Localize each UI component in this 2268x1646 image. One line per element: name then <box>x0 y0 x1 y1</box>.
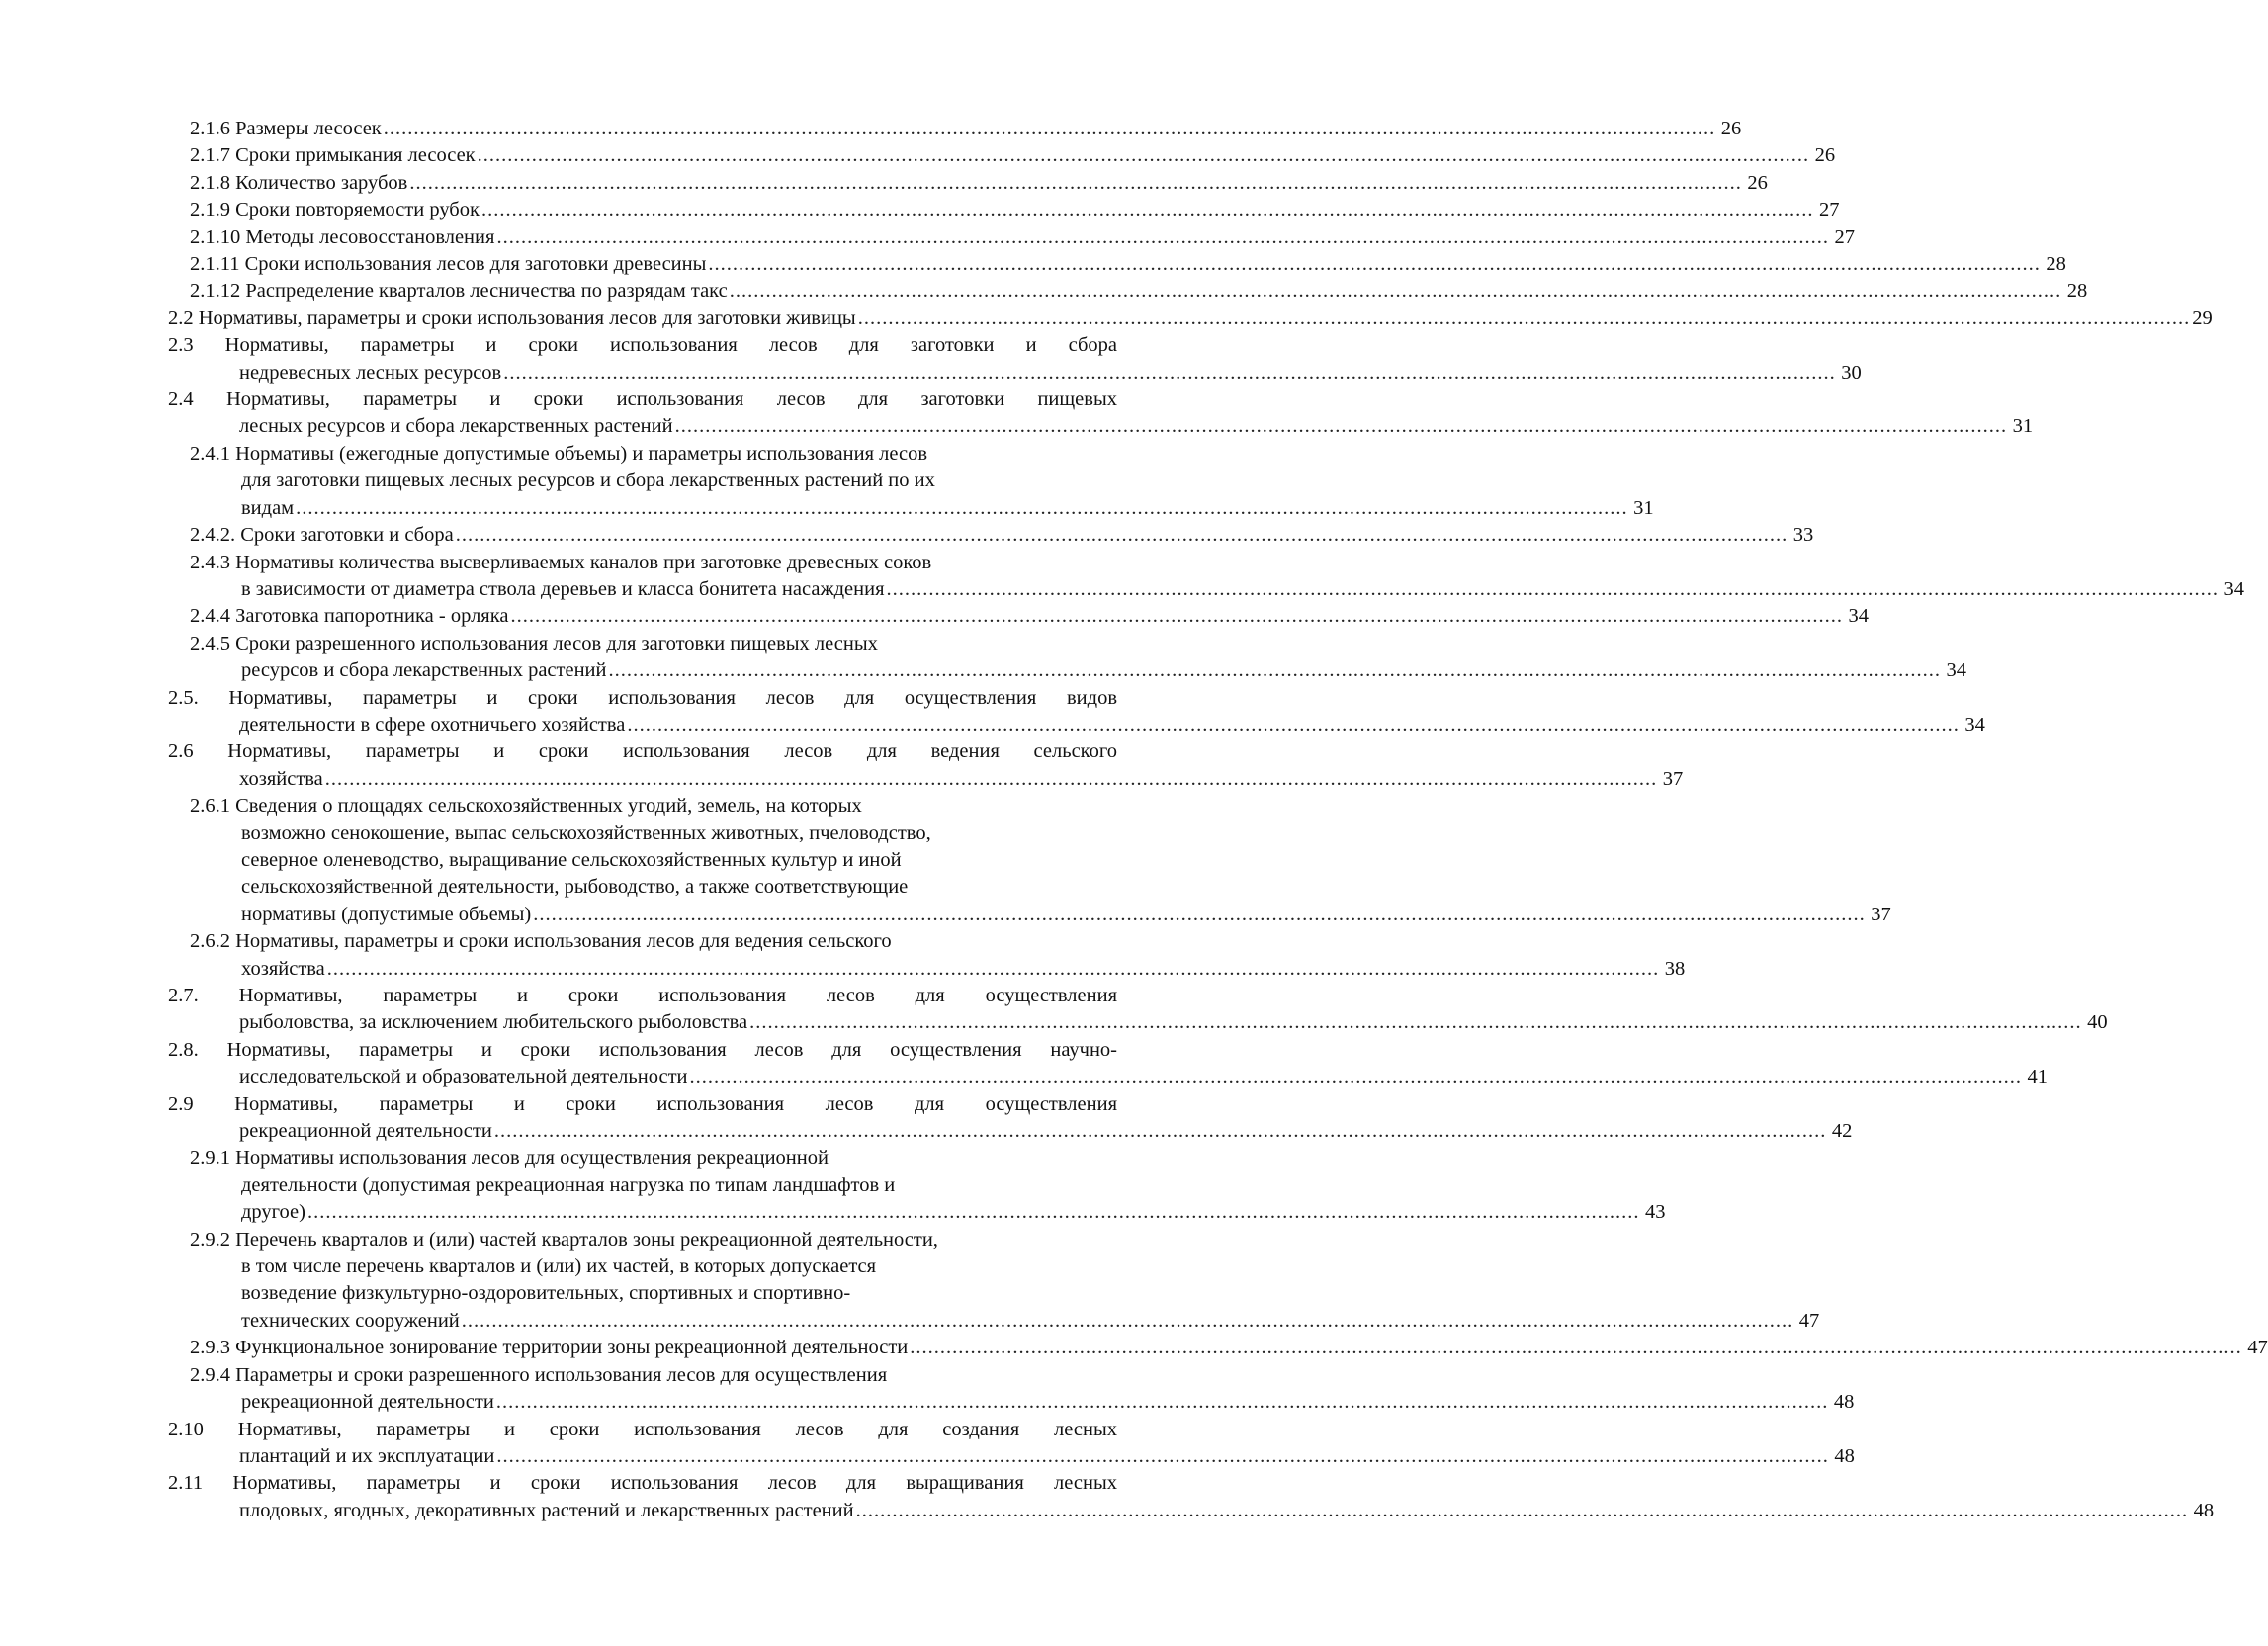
toc-entry-line: 2.7. Нормативы, параметры и сроки использования лесов для осуществления <box>168 985 1117 1006</box>
toc-page-number: 47 <box>2247 1337 2268 1359</box>
toc-entry-line: 2.9.2 Перечень кварталов и (или) частей кварталов зоны рекреационной деятельности, <box>190 1228 938 1251</box>
dot-leader: ............................................................................................................................................................................................................................ <box>627 713 1960 736</box>
toc-entry-line: плодовых, ягодных, декоративных растений и лекарственных растений <box>239 1499 854 1521</box>
toc-entry[interactable] <box>168 1145 1666 1226</box>
dot-leader: ............................................................................................................................................................................................................................ <box>708 253 2041 276</box>
toc-page-number: 27 <box>1834 225 1855 248</box>
toc-entry-line: 2.6 Нормативы, параметры и сроки использования лесов для ведения сельского <box>168 740 1117 763</box>
toc-entry[interactable] <box>168 522 1814 549</box>
toc-page-number: 42 <box>1831 1120 1853 1143</box>
toc-page-number: 30 <box>1841 361 1862 384</box>
toc-entry[interactable] <box>168 631 1966 685</box>
toc-entry-line: 2.4.4 Заготовка папоротника - орляка <box>190 605 509 628</box>
toc-entry-line: нормативы (допустимые объемы) <box>241 903 532 925</box>
toc-entry-leader-row <box>168 305 2213 332</box>
toc-entry-line: 2.4.5 Сроки разрешенного использования лесов для заготовки пищевых лесных <box>190 632 878 654</box>
toc-entry[interactable] <box>168 550 2245 604</box>
toc-page-number: 48 <box>1834 1444 1855 1467</box>
toc-entry[interactable] <box>168 1470 2215 1524</box>
toc-entry-leader-row <box>190 603 1869 630</box>
toc-entry[interactable] <box>168 738 1684 793</box>
toc-page-number: 29 <box>2192 306 2213 329</box>
toc-page-number: 47 <box>1798 1309 1820 1332</box>
toc-page-number: 34 <box>1946 659 1966 682</box>
toc-entry-line: возведение физкультурно-оздоровительных, спортивных и спортивно- <box>241 1282 851 1305</box>
dot-leader: ............................................................................................................................................................................................................................ <box>296 496 1628 519</box>
toc-entry-line: 2.11 Нормативы, параметры и сроки использования лесов для выращивания лесных <box>168 1472 1117 1495</box>
toc-entry-leader-row <box>168 1118 1853 1145</box>
toc-entry-leader-row <box>168 766 1684 793</box>
toc-entry[interactable] <box>168 332 1862 387</box>
toc-entry-line: 2.9.3 Функциональное зонирование территории зоны рекреационной деятельности <box>190 1337 909 1359</box>
toc-entry-leader-row <box>190 902 1891 928</box>
dot-leader: ............................................................................................................................................................................................................................ <box>674 415 2008 438</box>
dot-leader: ............................................................................................................................................................................................................................ <box>729 280 2062 303</box>
dot-leader: ............................................................................................................................................................................................................................ <box>409 171 1742 194</box>
toc-entry-leader-row <box>190 278 2088 304</box>
toc-page-number: 26 <box>1747 171 1768 194</box>
toc-entry[interactable] <box>168 224 1855 251</box>
toc-page-number: 38 <box>1664 957 1686 980</box>
toc-entry-line: ресурсов и сбора лекарственных растений <box>241 659 607 682</box>
toc-entry-line: для заготовки пищевых лесных ресурсов и сбора лекарственных растений по их <box>241 470 935 492</box>
dot-leader: ............................................................................................................................................................................................................................ <box>324 767 1658 790</box>
dot-leader: ............................................................................................................................................................................................................................ <box>496 225 1829 248</box>
toc-entry-line: хозяйства <box>241 957 325 980</box>
dot-leader: ............................................................................................................................................................................................................................ <box>455 524 1788 547</box>
toc-entry-line: северное оленеводство, выращивание сельскохозяйственных культур и иной <box>241 848 902 871</box>
toc-page-number: 28 <box>2066 280 2088 303</box>
toc-entry-leader-row <box>190 170 1768 197</box>
toc-entry[interactable] <box>168 1417 1855 1471</box>
toc-entry-leader-row <box>190 1335 2268 1361</box>
toc-entry[interactable] <box>168 251 2066 278</box>
toc-entry-line: 2.5. Нормативы, параметры и сроки использования лесов для осуществления видов <box>168 686 1117 709</box>
toc-entry-line: рекреационной деятельности <box>239 1120 492 1143</box>
toc-entry[interactable] <box>168 116 1742 142</box>
toc-entry[interactable] <box>168 1335 2268 1361</box>
toc-entry-line: 2.1.8 Количество зарубов <box>190 171 408 194</box>
toc-entry-line: хозяйства <box>239 767 323 790</box>
toc-entry-line: сельскохозяйственной деятельности, рыбоводство, а также соответствующие <box>241 876 909 899</box>
toc-entry-leader-row <box>168 1009 2108 1036</box>
toc-page-number: 34 <box>2224 577 2245 600</box>
toc-page-number: 31 <box>1633 496 1654 519</box>
toc-entry-line: 2.10 Нормативы, параметры и сроки использования лесов для создания лесных <box>168 1418 1117 1440</box>
toc-entry-leader-row <box>190 956 1686 983</box>
toc-entry-line: 2.6.1 Сведения о площадях сельскохозяйственных угодий, земель, на которых <box>190 795 862 818</box>
toc-entry[interactable] <box>168 685 1985 739</box>
toc-entry-leader-row <box>190 495 1654 522</box>
toc-entry-line: другое) <box>241 1201 305 1224</box>
toc-entry-leader-row <box>168 1498 2215 1524</box>
toc-entry-line: 2.4.2. Сроки заготовки и сбора <box>190 524 454 547</box>
toc-entry[interactable] <box>168 278 2088 304</box>
toc-entry-line: 2.4.3 Нормативы количества высверливаемых каналов при заготовке древесных соков <box>190 551 932 573</box>
toc-entry-line: 2.2 Нормативы, параметры и сроки использования лесов для заготовки живицы <box>168 306 856 329</box>
toc-entry-leader-row <box>190 142 1836 169</box>
toc-entry[interactable] <box>168 170 1768 197</box>
dot-leader: ............................................................................................................................................................................................................................ <box>910 1337 2242 1359</box>
toc-entry-line: исследовательской и образовательной деятельности <box>239 1066 688 1088</box>
toc-page-number: 37 <box>1662 767 1684 790</box>
toc-entry-line: технических сооружений <box>241 1309 460 1332</box>
toc-entry[interactable] <box>168 928 1686 983</box>
dot-leader: ............................................................................................................................................................................................................................ <box>608 659 1941 682</box>
toc-entry-line: 2.1.9 Сроки повторяемости рубок <box>190 199 480 221</box>
toc-entry-line: 2.9.4 Параметры и сроки разрешенного использования лесов для осуществления <box>190 1363 888 1386</box>
dot-leader: ............................................................................................................................................................................................................................ <box>495 1391 1829 1414</box>
toc-entry-line: 2.6.2 Нормативы, параметры и сроки использования лесов для ведения сельского <box>190 930 892 953</box>
toc-entry-line: 2.1.12 Распределение кварталов лесничества по разрядам такс <box>190 280 728 303</box>
toc-entry-leader-row <box>190 224 1855 251</box>
toc-entry[interactable] <box>168 603 1869 630</box>
toc-page-number: 33 <box>1792 524 1814 547</box>
toc-entry[interactable] <box>168 1037 2049 1091</box>
toc-page-number: 26 <box>1814 144 1836 167</box>
toc-entry-line: видам <box>241 496 295 519</box>
toc-page-number: 40 <box>2087 1011 2108 1034</box>
toc-entry-leader-row <box>190 197 1840 223</box>
toc-entry[interactable] <box>168 197 1840 223</box>
toc-entry-line: 2.1.7 Сроки примыкания лесосек <box>190 144 476 167</box>
dot-leader: ............................................................................................................................................................................................................................ <box>326 957 1660 980</box>
dot-leader: ............................................................................................................................................................................................................................ <box>480 199 1814 221</box>
toc-entry-leader-row <box>190 1199 1666 1226</box>
toc-page-number: 27 <box>1818 199 1840 221</box>
toc-entry-leader-row <box>190 1389 1855 1416</box>
toc-entry[interactable] <box>168 793 1891 928</box>
toc-entry-line: 2.1.6 Размеры лесосек <box>190 118 382 139</box>
toc-entry-leader-row <box>190 116 1742 142</box>
dot-leader: ............................................................................................................................................................................................................................ <box>857 306 2191 329</box>
toc-entry-leader-row <box>190 522 1814 549</box>
toc-entry-leader-row <box>168 1064 2049 1090</box>
dot-leader: ............................................................................................................................................................................................................................ <box>689 1066 2023 1088</box>
toc-entry-line: лесных ресурсов и сбора лекарственных растений <box>239 415 673 438</box>
toc-entry-line: плантаций и их эксплуатации <box>239 1444 495 1467</box>
toc-entry-line: 2.9 Нормативы, параметры и сроки использования лесов для осуществления <box>168 1092 1117 1115</box>
toc-entry-leader-row <box>168 360 1862 387</box>
dot-leader: ............................................................................................................................................................................................................................ <box>477 144 1810 167</box>
toc-entry-line: деятельности в сфере охотничьего хозяйства <box>239 713 626 736</box>
dot-leader: ............................................................................................................................................................................................................................ <box>503 361 1836 384</box>
dot-leader: ............................................................................................................................................................................................................................ <box>533 903 1866 925</box>
toc-entry-leader-row <box>190 1308 1820 1335</box>
toc-page-number: 41 <box>2027 1066 2049 1088</box>
toc-entry-leader-row <box>190 251 2066 278</box>
dot-leader: ............................................................................................................................................................................................................................ <box>493 1120 1827 1143</box>
toc-entry-leader-row <box>190 657 1966 684</box>
toc-page-number: 26 <box>1720 118 1742 139</box>
toc-page-number: 34 <box>1964 713 1985 736</box>
toc-entry-line: 2.1.10 Методы лесовосстановления <box>190 225 495 248</box>
toc-entry-line: деятельности (допустимая рекреационная нагрузка по типам ландшафтов и <box>241 1173 896 1196</box>
toc-entry-line: возможно сенокошение, выпас сельскохозяйственных животных, пчеловодство, <box>241 822 931 844</box>
table-of-contents <box>168 116 2268 1524</box>
toc-entry-line: 2.9.1 Нормативы использования лесов для осуществления рекреационной <box>190 1147 829 1170</box>
toc-entry[interactable] <box>168 305 2213 332</box>
toc-page-number: 28 <box>2046 253 2066 276</box>
toc-entry[interactable] <box>168 1227 1820 1336</box>
toc-entry-line: рыболовства, за исключением любительского рыболовства <box>239 1011 748 1034</box>
dot-leader: ............................................................................................................................................................................................................................ <box>383 118 1716 139</box>
toc-page-number: 48 <box>1833 1391 1855 1414</box>
dot-leader: ............................................................................................................................................................................................................................ <box>749 1011 2082 1034</box>
toc-entry-line: в том числе перечень кварталов и (или) их частей, в которых допускается <box>241 1256 877 1278</box>
toc-entry-line: 2.1.11 Сроки использования лесов для заготовки древесины <box>190 253 707 276</box>
toc-entry[interactable] <box>168 1362 1855 1417</box>
toc-entry-leader-row <box>168 1443 1855 1470</box>
toc-page-number: 48 <box>2193 1499 2215 1521</box>
toc-entry[interactable] <box>168 142 1836 169</box>
toc-entry-line: 2.4 Нормативы, параметры и сроки использования лесов для заготовки пищевых <box>168 389 1117 411</box>
dot-leader: ............................................................................................................................................................................................................................ <box>855 1499 2189 1521</box>
toc-entry-leader-row <box>168 712 1985 738</box>
dot-leader: ............................................................................................................................................................................................................................ <box>306 1201 1640 1224</box>
toc-page-number: 43 <box>1644 1201 1666 1224</box>
dot-leader: ............................................................................................................................................................................................................................ <box>886 577 2220 600</box>
toc-page-number: 37 <box>1871 903 1891 925</box>
toc-entry[interactable] <box>168 387 2034 441</box>
toc-entry-line: рекреационной деятельности <box>241 1391 494 1414</box>
toc-entry[interactable] <box>168 983 2108 1037</box>
toc-entry-line: в зависимости от диаметра ствола деревьев и класса бонитета насаждения <box>241 577 885 600</box>
toc-entry-line: 2.8. Нормативы, параметры и сроки использования лесов для осуществления научно- <box>168 1038 1117 1061</box>
toc-entry[interactable] <box>168 441 1654 522</box>
toc-entry-leader-row <box>190 576 2245 603</box>
toc-entry[interactable] <box>168 1091 1853 1146</box>
dot-leader: ............................................................................................................................................................................................................................ <box>461 1309 1794 1332</box>
toc-entry-line: недревесных лесных ресурсов <box>239 361 502 384</box>
dot-leader: ............................................................................................................................................................................................................................ <box>510 605 1843 628</box>
toc-entry-leader-row <box>168 413 2034 440</box>
toc-entry-line: 2.3 Нормативы, параметры и сроки использования лесов для заготовки и сбора <box>168 334 1117 357</box>
dot-leader: ............................................................................................................................................................................................................................ <box>496 1444 1829 1467</box>
toc-page-number: 31 <box>2012 415 2034 438</box>
toc-entry-line: 2.4.1 Нормативы (ежегодные допустимые объемы) и параметры использования лесов <box>190 442 928 465</box>
toc-page-number: 34 <box>1848 605 1869 628</box>
